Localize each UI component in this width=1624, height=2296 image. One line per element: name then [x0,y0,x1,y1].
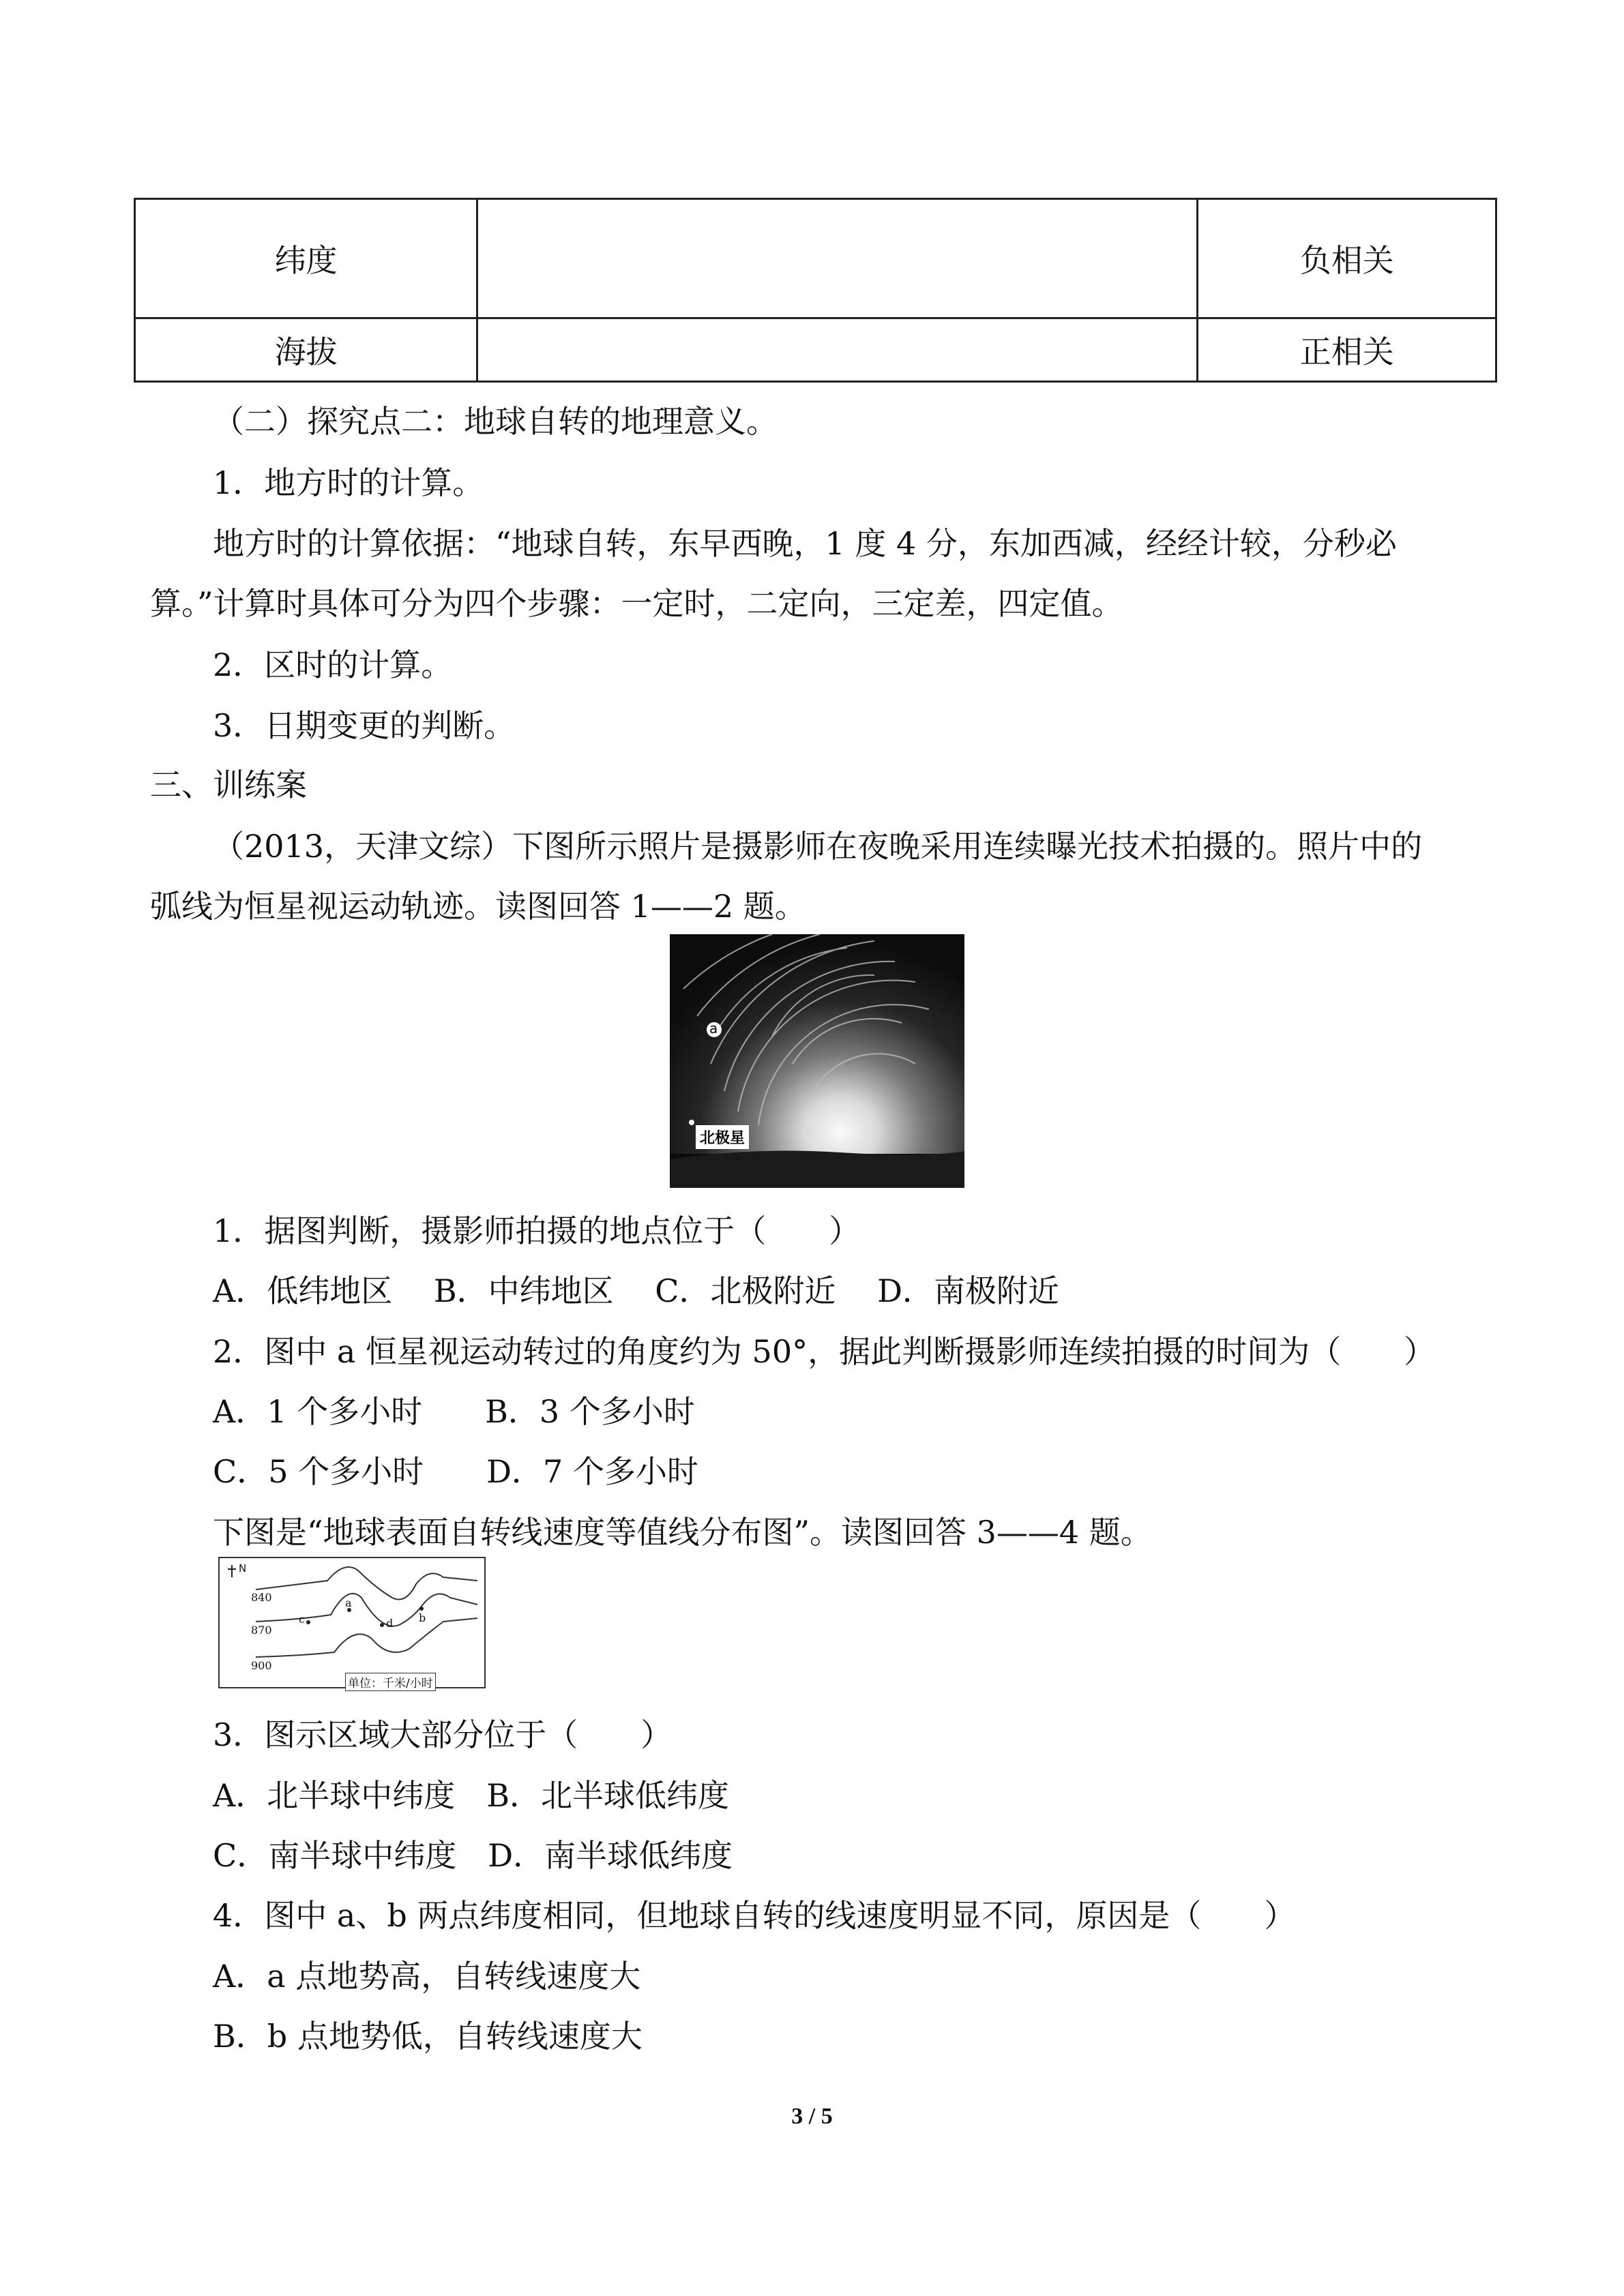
question-text: 1．据图判断，摄影师拍摄的地点位于（ ） [213,1212,861,1249]
point-label: d [386,1617,394,1630]
page-number: 3 / 5 [791,2104,833,2129]
question-options: A．低纬地区 B．中纬地区 C．北极附近 D．南极附近 [213,1272,1059,1309]
unit-label: 单位：千米/小时 [345,1673,436,1691]
section-heading: （二）探究点二：地球自转的地理意义。 [213,403,778,440]
point-label: b [419,1611,426,1624]
question-options: C．南半球中纬度 D．南半球低纬度 [213,1837,733,1874]
table-cell-empty [477,199,1198,318]
table-row [135,199,1496,318]
table-cell-factor: 纬度 [135,199,477,318]
table-cell-factor: 海拔 [135,318,477,382]
question-options: B．b 点地势低，自转线速度大 [213,2018,643,2055]
question-text: 3．图示区域大部分位于（ ） [213,1716,673,1753]
factor-table [134,198,1497,383]
rotation-speed-contour-map [218,1557,486,1688]
table-cell-relation: 负相关 [1198,199,1496,318]
point-label: a [345,1596,352,1609]
star-trail-photo [670,934,964,1188]
north-label: N [239,1562,247,1575]
polaris-label: 北极星 [696,1125,749,1149]
question-options: C．5 个多小时 D．7 个多小时 [213,1453,698,1490]
paragraph-line: 算。”计算时具体可分为四个步骤：一定时，二定向，三定差，四定值。 [150,585,1123,622]
paragraph-line: 地方时的计算依据：“地球自转，东早西晚，1 度 4 分，东加西减，经经计较，分秒必 [213,525,1397,562]
section-heading: 三、训练案 [150,766,307,803]
point-label: c [299,1613,305,1626]
paragraph-line: 下图是“地球表面自转线速度等值线分布图”。读图回答 3——4 题。 [213,1514,1152,1551]
question-options: A．北半球中纬度 B．北半球低纬度 [213,1777,730,1814]
question-options: A．a 点地势高，自转线速度大 [213,1958,641,1995]
table-row [135,318,1496,382]
item-heading: 3．日期变更的判断。 [213,707,516,744]
contour-label: 870 [251,1624,272,1637]
table-cell-relation: 正相关 [1198,318,1496,382]
star-a-label: a [709,1020,718,1037]
question-text: 2．图中 a 恒星视运动转过的角度约为 50°，据此判断摄影师连续拍摄的时间为（ ） [213,1333,1436,1370]
question-options: A．1 个多小时 B．3 个多小时 [213,1393,695,1430]
star-trails [670,934,964,1188]
question-text: 4．图中 a、b 两点纬度相同，但地球自转的线速度明显不同，原因是（ ） [213,1897,1296,1934]
contour-label: 840 [251,1591,272,1604]
paragraph-line: 弧线为恒星视运动轨迹。读图回答 1——2 题。 [150,888,806,925]
contour-label: 900 [251,1659,272,1672]
paragraph-line: （2013，天津文综）下图所示照片是摄影师在夜晚采用连续曝光技术拍摄的。照片中的 [213,828,1423,865]
item-heading: 2．区时的计算。 [213,646,453,683]
item-heading: 1．地方时的计算。 [213,464,484,501]
table-cell-empty [477,318,1198,382]
